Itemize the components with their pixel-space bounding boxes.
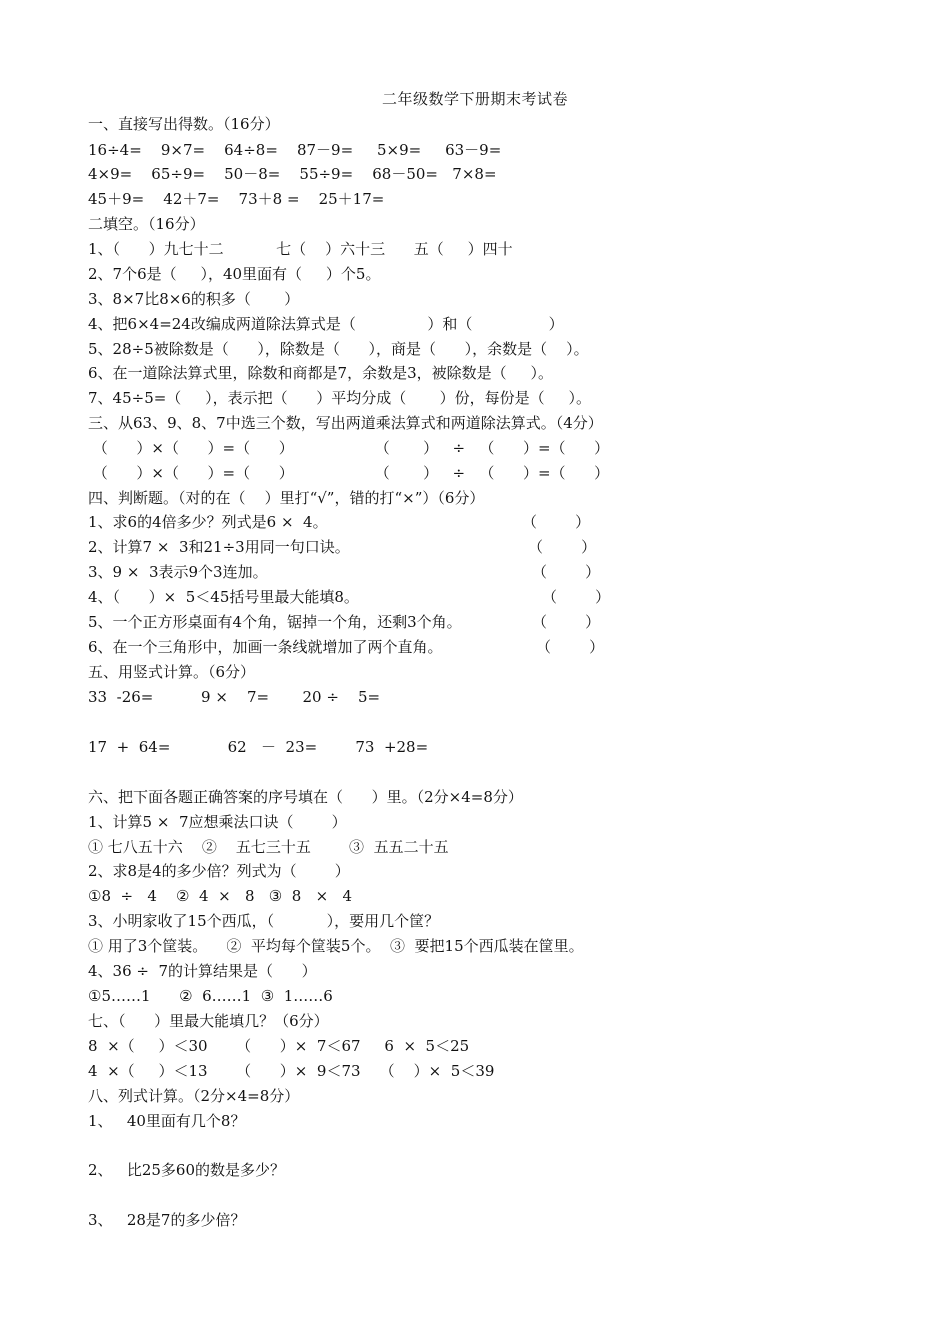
exam-line: ①8 ÷ 4 ② 4 × 8 ③ 8 × 4 bbox=[88, 887, 353, 905]
judge-answer-paren: （ ） bbox=[528, 538, 597, 556]
exam-line: 2、计算7 × 3和21÷3用同一句口诀。 bbox=[88, 538, 350, 556]
exam-line: 二填空。（16分） bbox=[88, 215, 205, 233]
exam-line: 3、9 × 3表示9个3连加。 bbox=[88, 563, 268, 581]
exam-line: （ ）×（ ）=（ ） （ ） ÷ （ ）=（ ） bbox=[88, 464, 610, 482]
exam-line: 3、8×7比8×6的积多（ ） bbox=[88, 290, 300, 308]
exam-line: 4 ×（ ）＜13 （ ）× 9＜73 （ ）× 5＜39 bbox=[88, 1062, 495, 1080]
exam-line: 45＋9= 42＋7= 73＋8 = 25＋17= bbox=[88, 190, 385, 208]
exam-line: 1、（ ）九七十二 七（ ）六十三 五（ ）四十 bbox=[88, 240, 513, 258]
judge-answer-paren: （ ） bbox=[522, 513, 591, 531]
judge-answer-paren: （ ） bbox=[536, 638, 605, 656]
exam-line: ①5……1 ② 6……1 ③ 1……6 bbox=[88, 987, 333, 1005]
exam-line: 1、计算5 × 7应想乘法口诀（ ） bbox=[88, 813, 347, 831]
exam-line: 4、把6×4=24改编成两道除法算式是（ ）和（ ） bbox=[88, 315, 564, 333]
exam-line: 5、28÷5被除数是（ ），除数是（ ），商是（ ），余数是（ ）。 bbox=[88, 340, 589, 358]
exam-line: ① 七八五十六 ② 五七三十五 ③ 五五二十五 bbox=[88, 838, 449, 856]
exam-line: 1、 40里面有几个8？ bbox=[88, 1112, 246, 1130]
judge-answer-paren: （ ） bbox=[532, 563, 601, 581]
exam-line: 16÷4= 9×7= 64÷8= 87－9= 5×9= 63－9= bbox=[88, 141, 502, 159]
exam-line: 2、 比25多60的数是多少？ bbox=[88, 1161, 286, 1179]
exam-line: 17 + 64= 62 － 23= 73 +28= bbox=[88, 738, 429, 756]
exam-line: 3、小明家收了15个西瓜，（ ），要用几个筐？ bbox=[88, 912, 440, 930]
exam-line: 五、用竖式计算。（6分） bbox=[88, 663, 256, 681]
exam-line: 5、一个正方形桌面有4个角，锯掉一个角，还剩3个角。 bbox=[88, 613, 462, 631]
exam-line: 六、把下面各题正确答案的序号填在（ ）里。（2分×4=8分） bbox=[88, 788, 523, 806]
exam-line: 一、直接写出得数。（16分） bbox=[88, 115, 280, 133]
exam-line: 七、（ ）里最大能填几？（6分） bbox=[88, 1012, 329, 1030]
exam-line: 四、判断题。（对的在（ ）里打“√”，错的打“×”）（6分） bbox=[88, 489, 485, 507]
judge-answer-paren: （ ） bbox=[542, 588, 611, 606]
page-title: 二年级数学下册期末考试卷 bbox=[381, 90, 568, 108]
exam-line: 33 -26= 9 × 7= 20 ÷ 5= bbox=[88, 688, 381, 706]
exam-line: 八、列式计算。（2分×4=8分） bbox=[88, 1087, 300, 1105]
exam-line: 2、7个6是（ ），40里面有（ ）个5。 bbox=[88, 265, 381, 283]
exam-line: 4、36 ÷ 7的计算结果是（ ） bbox=[88, 962, 317, 980]
exam-line: 1、求6的4倍多少？列式是6 × 4。 bbox=[88, 513, 328, 531]
exam-line: 2、求8是4的多少倍？列式为（ ） bbox=[88, 862, 350, 880]
exam-line: 4、（ ）× 5＜45括号里最大能填8。 bbox=[88, 588, 359, 606]
exam-line: 7、45÷5=（ ），表示把（ ）平均分成（ ）份，每份是（ ）。 bbox=[88, 389, 591, 407]
exam-line: 三、从63、9、8、7中选三个数，写出两道乘法算式和两道除法算式。（4分） bbox=[88, 414, 603, 432]
exam-line: 6、在一道除法算式里，除数和商都是7，余数是3，被除数是（ ）。 bbox=[88, 364, 553, 382]
exam-line: 6、在一个三角形中，加画一条线就增加了两个直角。 bbox=[88, 638, 443, 656]
exam-line: （ ）×（ ）=（ ） （ ） ÷ （ ）=（ ） bbox=[88, 439, 610, 457]
exam-line: 3、 28是7的多少倍？ bbox=[88, 1211, 246, 1229]
exam-line: 4×9= 65÷9= 50－8= 55÷9= 68－50= 7×8= bbox=[88, 165, 497, 183]
exam-line: 8 ×（ ）＜30 （ ）× 7＜67 6 × 5＜25 bbox=[88, 1037, 470, 1055]
exam-line: ① 用了3个筐装。 ② 平均每个筐装5个。 ③ 要把15个西瓜装在筐里。 bbox=[88, 937, 584, 955]
judge-answer-paren: （ ） bbox=[532, 613, 601, 631]
